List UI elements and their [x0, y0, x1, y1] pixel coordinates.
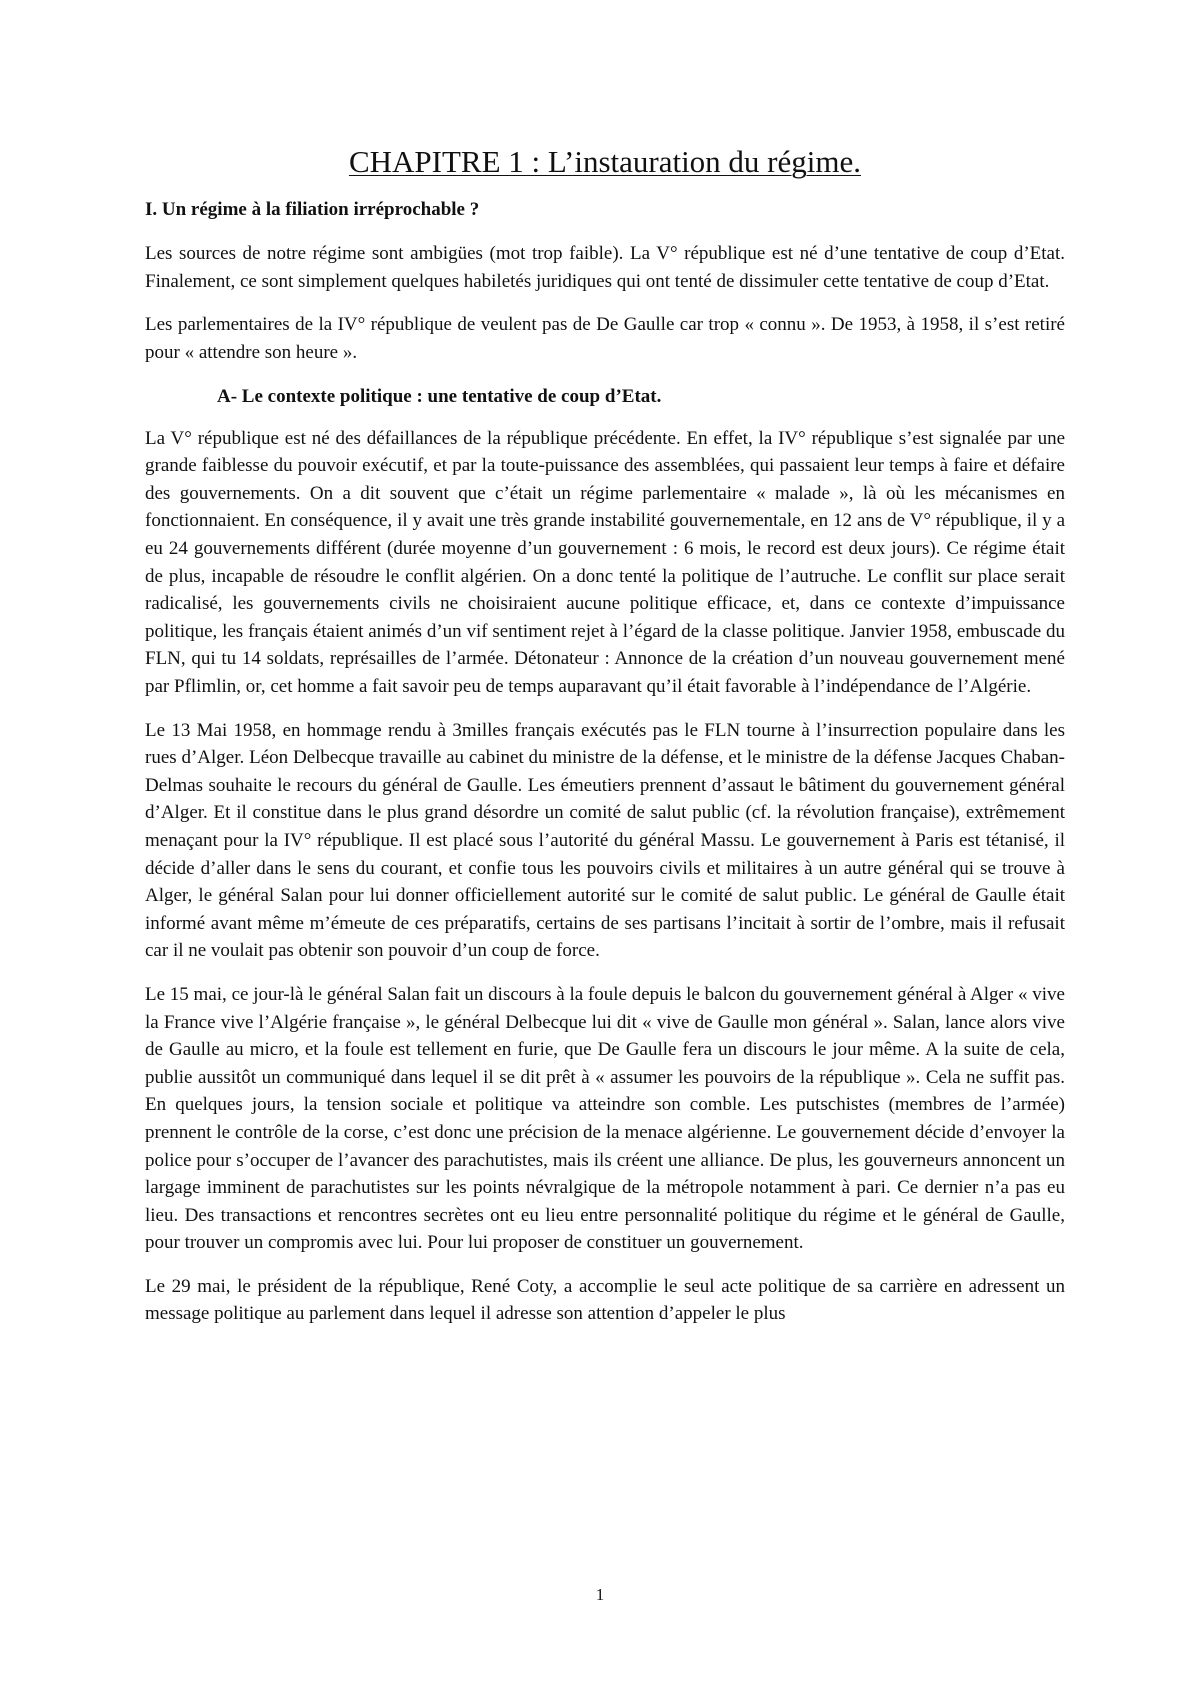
- paragraph: Le 29 mai, le président de la république, René Coty, a accomplie le seul acte politique de sa carrière en adressent un message politique au parlement dans lequel il adresse son attention d’appeler le plus: [145, 1275, 1065, 1325]
- chapter-title: CHAPITRE 1 : L’instauration du régime.: [348, 144, 861, 179]
- subsection-heading: A- Le contexte politique : une tentative de coup d’Etat.: [217, 385, 662, 407]
- section-heading: I. Un régime à la filiation irréprochable ?: [145, 199, 480, 221]
- paragraph: Le 15 mai, ce jour-là le général Salan fait un discours à la foule depuis le balcon du gouvernement général à Alger « vive la France vive l’Algérie française », le général Delbecque lui dit « vive de Gaulle mon général ». Salan, lance alors vive de Gaulle au micro, et la foule est tellement en furie, que De Gaulle fera un discours le jour même. A la suite de cela, publie aussitôt un communiqué dans lequel il se dit prêt à « assumer les pouvoirs de la république ». Cela ne suffit pas. En quelques jours, la tension sociale et politique va atteindre son comble. Les putschistes (membres de l’armée) prennent le contrôle de la corse, c’est donc une précision de la menace algérienne. Le gouvernement décide d’envoyer la police pour s’occuper de l’avancer des parachutistes, mais ils créent une alliance. De plus, les gouverneurs annoncent un largage imminent de parachutistes sur les points névralgique de la métropole notamment à pari. Ce dernier n’a pas eu lieu. Des transactions et rencontres secrètes ont eu lieu entre personnalité politique du régime et le général de Gaulle, pour trouver un compromis avec lui. Pour lui proposer de constituer un gouvernement.: [145, 983, 1065, 1254]
- paragraph: Les sources de notre régime sont ambigües (mot trop faible). La V° république est né d’une tentative de coup d’Etat. Finalement, ce sont simplement quelques habiletés juridiques qui ont tenté de dissimuler cette tentative de coup d’Etat.: [145, 243, 1065, 292]
- page-content: [145, 142, 1065, 1344]
- paragraph: Les parlementaires de la IV° république de veulent pas de De Gaulle car trop « connu ». De 1953, à 1958, il s’est retiré pour « attendre son heure ».: [145, 314, 1065, 364]
- paragraph: La V° république est né des défaillances de la république précédente. En effet, la IV° république s’est signalée par une grande faiblesse du pouvoir exécutif, et par la toute-puissance des assemblées, qui passaient leur temps à faire et défaire des gouvernements. On a dit souvent que c’était un régime parlementaire « malade », là où les mécanismes en fonctionnaient. En conséquence, il y avait une très grande instabilité gouvernementale, en 12 ans de V° république, il y a eu 24 gouvernements différent (durée moyenne d’un gouvernement : 6 mois, le record est deux jours). Ce régime était de plus, incapable de résoudre le conflit algérien. On a donc tenté la politique de l’autruche. Le conflit sur place serait radicalisé, les gouvernements civils ne choisiraient aucune politique efficace, et, dans ce contexte d’impuissance politique, les français étaient animés d’un vif sentiment rejet à l’égard de la classe politique. Janvier 1958, embuscade du FLN, qui tu 14 soldats, représailles de l’armée. Détonateur : Annonce de la création d’un nouveau gouvernement mené par Pflimlin, or, cet homme a fait savoir peu de temps auparavant qu’il était favorable à l’indépendance de l’Algérie.: [145, 427, 1065, 698]
- page-number: 1: [595, 1585, 605, 1604]
- paragraph: Le 13 Mai 1958, en hommage rendu à 3milles français exécutés pas le FLN tourne à l’insurrection populaire dans les rues d’Alger. Léon Delbecque travaille au cabinet du ministre de la défense, et le ministre de la défense Jacques Chaban-Delmas souhaite le recours du général de Gaulle. Les émeutiers prennent d’assaut le bâtiment du gouvernement général d’Alger. Et il constitue dans le plus grand désordre un comité de salut public (cf. la révolution française), extrêmement menaçant pour la IV° république. Il est placé sous l’autorité du général Massu. Le gouvernement à Paris est tétanisé, il décide d’aller dans le sens du courant, et confie tous les pouvoirs civils et militaires à un autre général qui se trouve à Alger, le général Salan pour lui donner officiellement autorité sur le comité de salut public. Le général de Gaulle était informé avant même m’émeute de ces préparatifs, certains de ses partisans l’incitait à sortir de l’ombre, mais il refusait car il ne voulait pas obtenir son pouvoir d’un coup de force.: [145, 719, 1065, 962]
